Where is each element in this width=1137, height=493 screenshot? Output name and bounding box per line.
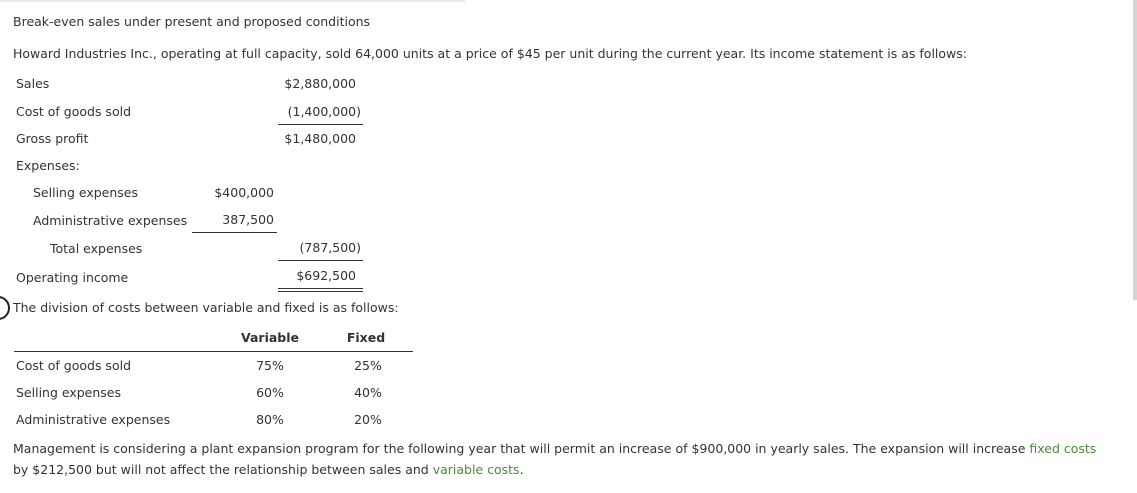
- closing-paragraph: [13, 438, 1103, 480]
- operating-income-label: Operating income: [16, 270, 129, 285]
- expenses-label: Expenses:: [16, 158, 80, 173]
- cogs-value: (1,400,000): [287, 104, 361, 119]
- row-cogs-variable: 75%: [256, 358, 284, 373]
- variable-costs-link[interactable]: variable costs: [432, 462, 520, 477]
- fixed-header: Fixed: [346, 330, 386, 345]
- row-cogs-fixed: 25%: [354, 358, 382, 373]
- top-divider: [0, 0, 465, 2]
- row-selling-variable: 60%: [256, 385, 284, 400]
- closing-text-1: Management is considering a plant expansion program for the following year that will permit an increase of $900,000 in yearly sales. The expansion will increase: [13, 441, 1030, 456]
- sales-value: $2,880,000: [284, 76, 356, 91]
- selling-expenses-label: Selling expenses: [33, 185, 139, 200]
- selling-expenses-value: $400,000: [214, 185, 274, 200]
- total-expenses-label: Total expenses: [50, 241, 143, 256]
- problem-intro: Howard Industries Inc., operating at full capacity, sold 64,000 units at a price of $45 per unit during the current year. Its income statement is as follows:: [13, 46, 967, 61]
- admin-expenses-value: 387,500: [222, 212, 274, 227]
- variable-header: Variable: [240, 330, 300, 345]
- admin-expenses-label: Administrative expenses: [33, 213, 188, 228]
- row-admin-label: Administrative expenses: [16, 412, 171, 427]
- row-admin-variable: 80%: [256, 412, 284, 427]
- closing-text-3: .: [519, 462, 524, 477]
- total-expenses-value: (787,500): [299, 240, 361, 255]
- operating-double-underline-top: [278, 288, 363, 289]
- row-admin-fixed: 20%: [354, 412, 382, 427]
- row-selling-fixed: 40%: [354, 385, 382, 400]
- section-heading: Break-even sales under present and proposed conditions: [13, 14, 371, 29]
- division-intro: The division of costs between variable and fixed is as follows:: [13, 300, 399, 315]
- row-cogs-label: Cost of goods sold: [16, 358, 132, 373]
- admin-underline: [192, 232, 277, 233]
- operating-income-value: $692,500: [296, 268, 356, 283]
- gross-profit-label: Gross profit: [16, 131, 89, 146]
- cogs-underline: [278, 124, 363, 125]
- radio-indicator-icon: [0, 296, 10, 320]
- operating-double-underline-bottom: [278, 291, 363, 292]
- fixed-costs-link[interactable]: fixed costs: [1029, 441, 1097, 456]
- table-header-rule: [14, 351, 413, 352]
- sales-label: Sales: [16, 76, 50, 91]
- closing-text-2: by $212,500 but will not affect the relationship between sales and: [13, 462, 433, 477]
- cogs-label: Cost of goods sold: [16, 104, 132, 119]
- row-selling-label: Selling expenses: [16, 385, 122, 400]
- scrollbar[interactable]: [1133, 0, 1137, 300]
- gross-profit-value: $1,480,000: [284, 131, 356, 146]
- total-underline: [278, 260, 363, 261]
